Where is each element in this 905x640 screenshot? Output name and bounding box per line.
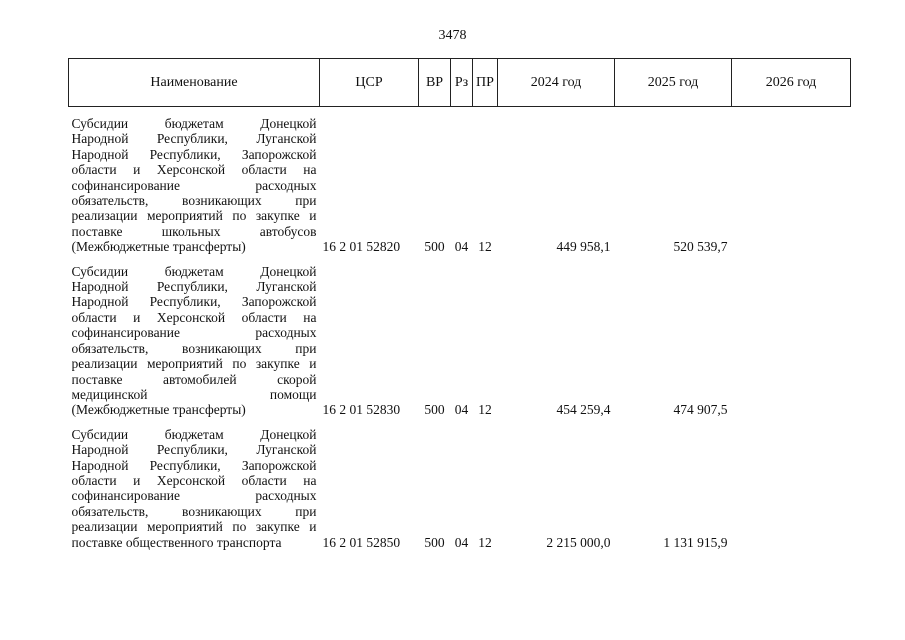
cell-pr: 12	[478, 239, 492, 255]
table-row	[69, 264, 851, 418]
table-header	[69, 59, 851, 107]
header-2025: 2025 год	[615, 59, 732, 107]
cell-pr: 12	[478, 402, 492, 418]
row-spacer-cell	[69, 255, 851, 264]
name-line: Народной Республики, Луганской	[71, 131, 317, 147]
cell-2025: 474 907,5	[673, 402, 728, 418]
name-line: поставке автомобилей скорой	[71, 371, 317, 387]
name-line: обязательств, возникающих при	[71, 193, 317, 209]
cell-rz: 04	[454, 239, 469, 255]
cell-2024: 454 259,4	[556, 402, 611, 418]
name-line: области и Херсонской области на	[71, 162, 317, 178]
row-spacer-cell	[69, 418, 851, 427]
cell-2026	[732, 264, 851, 418]
name-line: поставке школьных автобусов	[71, 223, 317, 239]
row-spacer	[69, 107, 851, 117]
header-csr: ЦСР	[320, 59, 419, 107]
name-line: медицинской помощи	[71, 386, 317, 402]
cell-2024: 449 958,1	[556, 239, 611, 255]
cell-2025: 520 539,7	[673, 239, 728, 255]
name-line: Народной Республики, Луганской	[71, 279, 317, 295]
cell-csr: 16 2 01 52830	[322, 402, 401, 418]
cell-2025: 1 131 915,9	[663, 534, 728, 550]
cell-vr: 500	[424, 402, 445, 418]
page-number: 3478	[438, 28, 467, 43]
name-line: Субсидии бюджетам Донецкой	[71, 116, 317, 131]
cell-name	[69, 427, 320, 550]
name-line: софинансирование расходных	[71, 488, 317, 504]
cell-csr: 16 2 01 52850	[322, 534, 401, 550]
name-line: реализации мероприятий по закупке и	[71, 519, 317, 535]
header-pr: ПР	[473, 59, 498, 107]
name-line: поставке общественного транспорта	[71, 534, 282, 550]
table-row	[69, 427, 851, 550]
header-name: Наименование	[69, 59, 320, 107]
cell-2026	[732, 116, 851, 255]
name-line: софинансирование расходных	[71, 177, 317, 193]
budget-table	[68, 58, 851, 550]
name-line: области и Херсонской области на	[71, 309, 317, 325]
header-vr: ВР	[419, 59, 451, 107]
cell-name	[69, 264, 320, 418]
name-line: Народной Республики, Запорожской	[71, 294, 317, 310]
name-line: обязательств, возникающих при	[71, 340, 317, 356]
name-line: софинансирование расходных	[71, 325, 317, 341]
row-spacer-cell	[69, 107, 851, 117]
cell-2026	[732, 427, 851, 550]
cell-rz: 04	[454, 534, 469, 550]
cell-vr: 500	[424, 239, 445, 255]
cell-csr: 16 2 01 52820	[322, 239, 401, 255]
table-row	[69, 116, 851, 255]
cell-pr: 12	[478, 534, 492, 550]
name-line: Народной Республики, Запорожской	[71, 457, 317, 473]
header-2026: 2026 год	[732, 59, 851, 107]
name-line: обязательств, возникающих при	[71, 503, 317, 519]
header-2024: 2024 год	[498, 59, 615, 107]
name-line: реализации мероприятий по закупке и	[71, 356, 317, 372]
name-line: Субсидии бюджетам Донецкой	[71, 426, 317, 442]
name-line: Народной Республики, Запорожской	[71, 146, 317, 162]
table-body	[69, 107, 851, 550]
name-line: (Межбюджетные трансферты)	[71, 402, 246, 418]
cell-vr: 500	[424, 534, 445, 550]
cell-2024: 2 215 000,0	[546, 534, 611, 550]
header-rz: Рз	[451, 59, 473, 107]
name-line: (Межбюджетные трансферты)	[71, 239, 246, 255]
name-line: реализации мероприятий по закупке и	[71, 208, 317, 224]
cell-rz: 04	[454, 402, 469, 418]
name-line: области и Херсонской области на	[71, 472, 317, 488]
row-spacer	[69, 255, 851, 264]
cell-name	[69, 116, 320, 255]
row-spacer	[69, 418, 851, 427]
name-line: Народной Республики, Луганской	[71, 442, 317, 458]
name-line: Субсидии бюджетам Донецкой	[71, 263, 317, 279]
